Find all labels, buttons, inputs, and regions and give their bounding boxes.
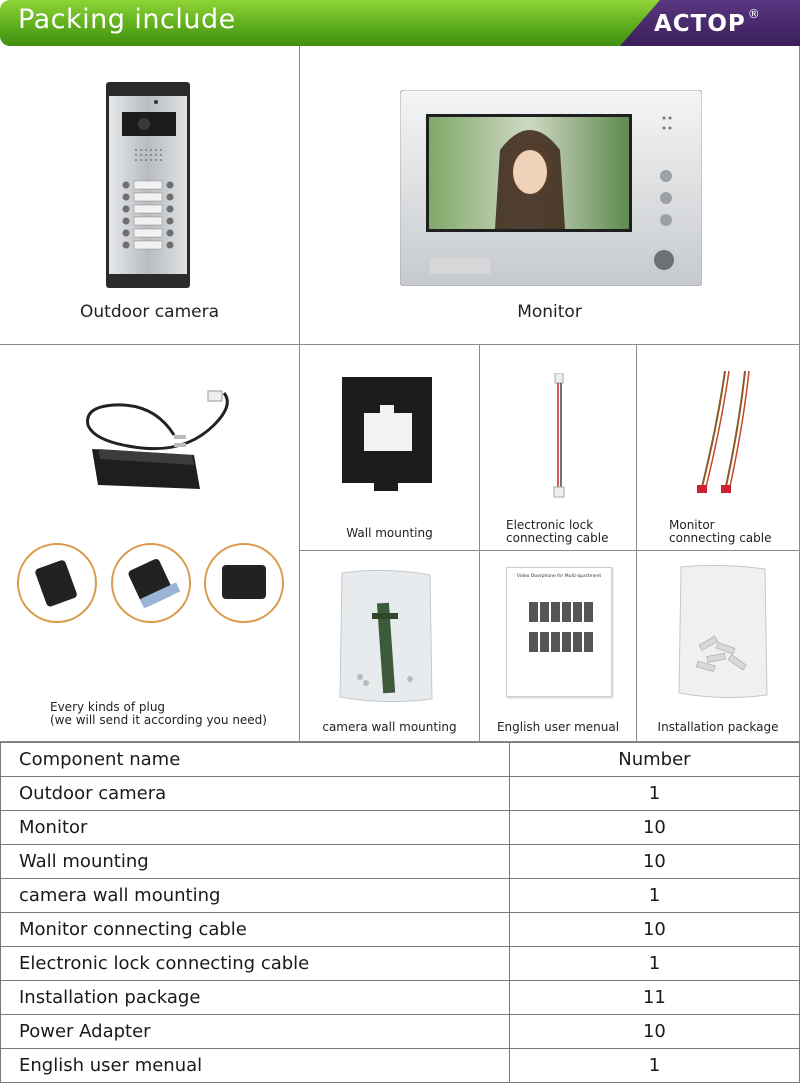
row-name: Monitor [1, 811, 510, 845]
camera-wall-mounting-cell [300, 551, 480, 742]
row-number: 10 [509, 845, 799, 879]
outdoor-camera-label: Outdoor camera [80, 302, 219, 322]
installation-package-label: Installation package [657, 720, 779, 734]
monitor-cable-label [669, 519, 799, 545]
plug-note-line2: (we will send it according you need) [50, 713, 267, 727]
monitor-label: Monitor [517, 302, 582, 322]
table-row [1, 913, 800, 947]
monitor-cable-cell [637, 345, 800, 551]
plug-types-image [16, 543, 286, 625]
table-row [1, 947, 800, 981]
table-row [1, 811, 800, 845]
outdoor-camera-image [106, 82, 190, 288]
camera-wall-mounting-image [336, 567, 436, 705]
installation-package-image [677, 563, 769, 701]
row-name: Monitor connecting cable [1, 913, 510, 947]
installation-package-cell [637, 551, 800, 742]
power-adapter-cell [0, 345, 300, 742]
monitor-cable-line2: connecting cable [669, 531, 772, 545]
table-row [1, 1049, 800, 1083]
header-component-name: Component name [1, 743, 510, 777]
header-number: Number [509, 743, 799, 777]
table-row [1, 845, 800, 879]
monitor-cable-line1: Monitor [669, 518, 715, 532]
row-number: 10 [509, 913, 799, 947]
table-row [1, 1015, 800, 1049]
manual-cell [480, 551, 637, 742]
lock-cable-image [550, 373, 570, 499]
row-name: Installation package [1, 981, 510, 1015]
table-header-row [1, 743, 800, 777]
wall-mounting-label: Wall mounting [346, 526, 433, 540]
camera-wall-mounting-label: camera wall mounting [322, 720, 457, 734]
outdoor-camera-cell [0, 46, 300, 345]
row-number: 1 [509, 879, 799, 913]
row-name: Electronic lock connecting cable [1, 947, 510, 981]
plug-note-line1: Every kinds of plug [50, 700, 166, 714]
lock-cable-line2: connecting cable [506, 531, 609, 545]
wall-mounting-image [338, 375, 436, 493]
manual-cover-graphic [529, 602, 595, 662]
lock-cable-label [506, 519, 636, 545]
lock-cable-cell [480, 345, 637, 551]
row-number: 11 [509, 981, 799, 1015]
manual-cover-title: Video Doorphone for Multi-apartment [516, 574, 602, 579]
table-row [1, 981, 800, 1015]
row-name: camera wall mounting [1, 879, 510, 913]
row-name: English user menual [1, 1049, 510, 1083]
page-title: Packing include [18, 4, 236, 35]
manual-label: English user menual [496, 720, 620, 734]
table-row [1, 777, 800, 811]
monitor-cell [300, 46, 800, 345]
monitor-image [400, 90, 702, 286]
plug-note [50, 701, 310, 727]
row-name: Wall mounting [1, 845, 510, 879]
row-number: 1 [509, 777, 799, 811]
component-table [0, 742, 800, 1083]
row-name: Power Adapter [1, 1015, 510, 1049]
row-name: Outdoor camera [1, 777, 510, 811]
wall-mounting-cell [300, 345, 480, 551]
lock-cable-line1: Electronic lock [506, 518, 594, 532]
row-number: 10 [509, 811, 799, 845]
table-row [1, 879, 800, 913]
row-number: 1 [509, 1049, 799, 1083]
monitor-cable-image [695, 367, 755, 495]
row-number: 10 [509, 1015, 799, 1049]
power-adapter-image [74, 385, 244, 505]
manual-image [506, 567, 612, 697]
row-number: 1 [509, 947, 799, 981]
brand-logo: ACTOP ® [654, 7, 761, 37]
header-banner [0, 0, 800, 46]
